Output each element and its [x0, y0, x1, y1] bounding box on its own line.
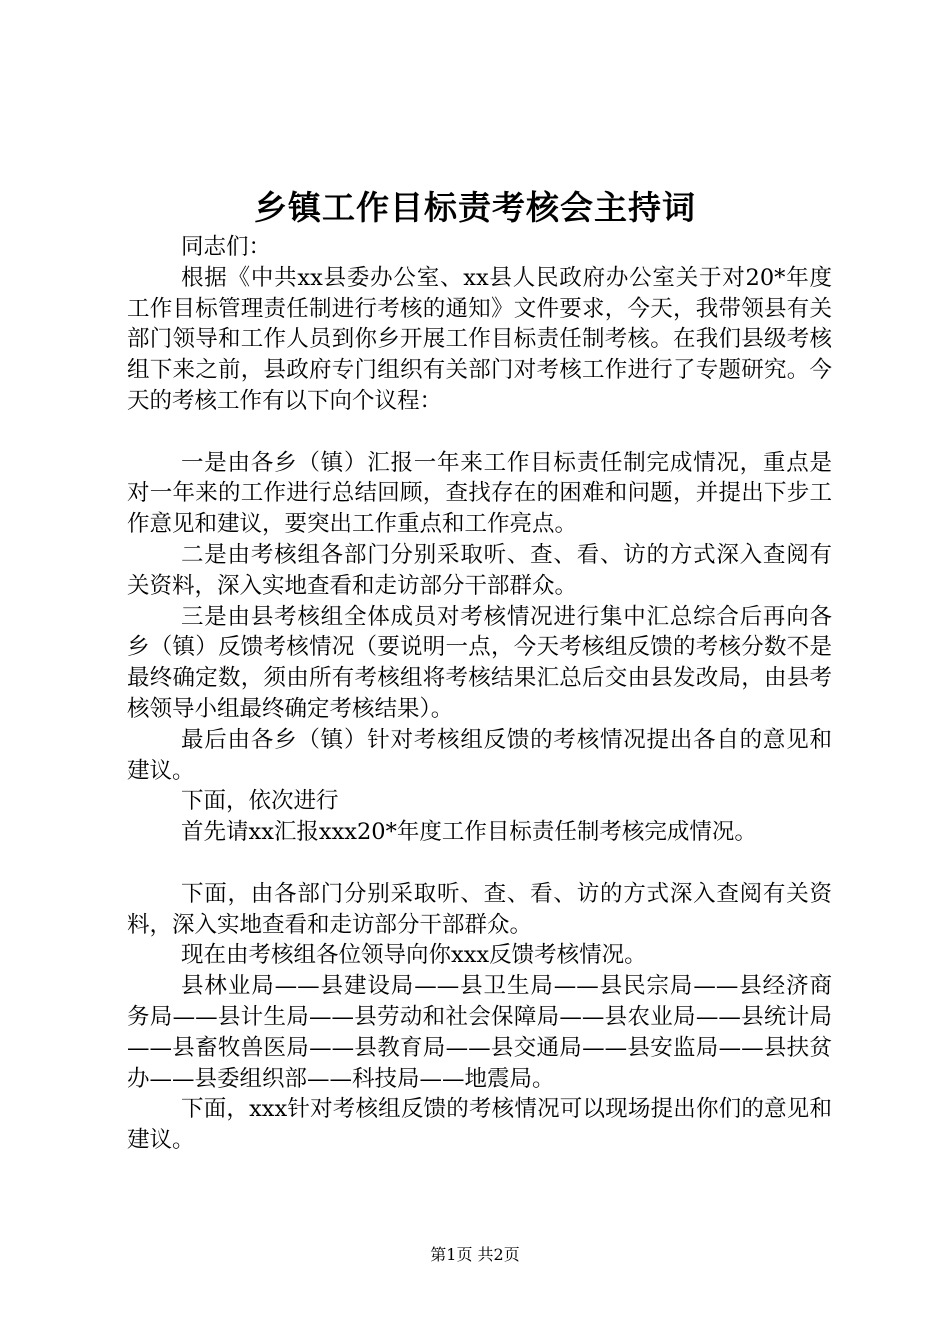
document-body: [127, 232, 832, 1156]
paragraph-report: 首先请xx汇报xxx20*年度工作目标责任制考核完成情况。: [181, 819, 757, 846]
blank-line: [127, 417, 832, 448]
blank-line: [127, 848, 832, 879]
salutation: 同志们：: [181, 234, 272, 260]
document-title: 乡镇工作目标责考核会主持词: [254, 188, 696, 227]
paragraph-inspection: 下面，由各部门分别采取听、查、看、访的方式深入查阅有关资料，深入实地查看和走访部分干部群众。: [127, 880, 832, 938]
paragraph-agenda-1: 一是由各乡（镇）汇报一年来工作目标责任制完成情况，重点是对一年来的工作进行总结回顾，查找存在的困难和问题，并提出下步工作意见和建议，要突出工作重点和工作亮点。: [127, 449, 832, 538]
paragraph-agenda-2: 二是由考核组各部门分别采取听、查、看、访的方式深入查阅有关资料，深入实地查看和走访部分干部群众。: [127, 541, 832, 599]
paragraph-proceed: 下面，依次进行: [181, 788, 339, 815]
paragraph-closing: 下面，xxx针对考核组反馈的考核情况可以现场提出你们的意见和建议。: [127, 1096, 832, 1154]
paragraph-agenda-3: 三是由县考核组全体成员对考核情况进行集中汇总综合后再向各乡（镇）反馈考核情况（要说明一点，今天考核组反馈的考核分数不是最终确定数，须由所有考核组将考核结果汇总后交由县发改局，由县考核领导小组最终确定考核结果）。: [127, 603, 832, 722]
paragraph-intro: 根据《中共xx县委办公室、xx县人民政府办公室关于对20*年度工作目标管理责任制进行考核的通知》文件要求，今天，我带领县有关部门领导和工作人员到你乡开展工作目标责任制考核。在我们县级考核组下来之前，县政府专门组织有关部门对考核工作进行了专题研究。今天的考核工作有以下向个议程：: [127, 264, 832, 414]
paragraph-feedback: 现在由考核组各位领导向你xxx反馈考核情况。: [181, 942, 647, 969]
page-footer: 第1页 共2页: [430, 1245, 520, 1264]
paragraph-agenda-4: 最后由各乡（镇）针对考核组反馈的考核情况提出各自的意见和建议。: [127, 726, 832, 784]
paragraph-departments: 县林业局——县建设局——县卫生局——县民宗局——县经济商务局——县计生局——县劳动和社会保障局——县农业局——县统计局——县畜牧兽医局——县教育局——县交通局——县安监局——县扶贫办——县委组织部——科技局——地震局。: [127, 973, 832, 1092]
